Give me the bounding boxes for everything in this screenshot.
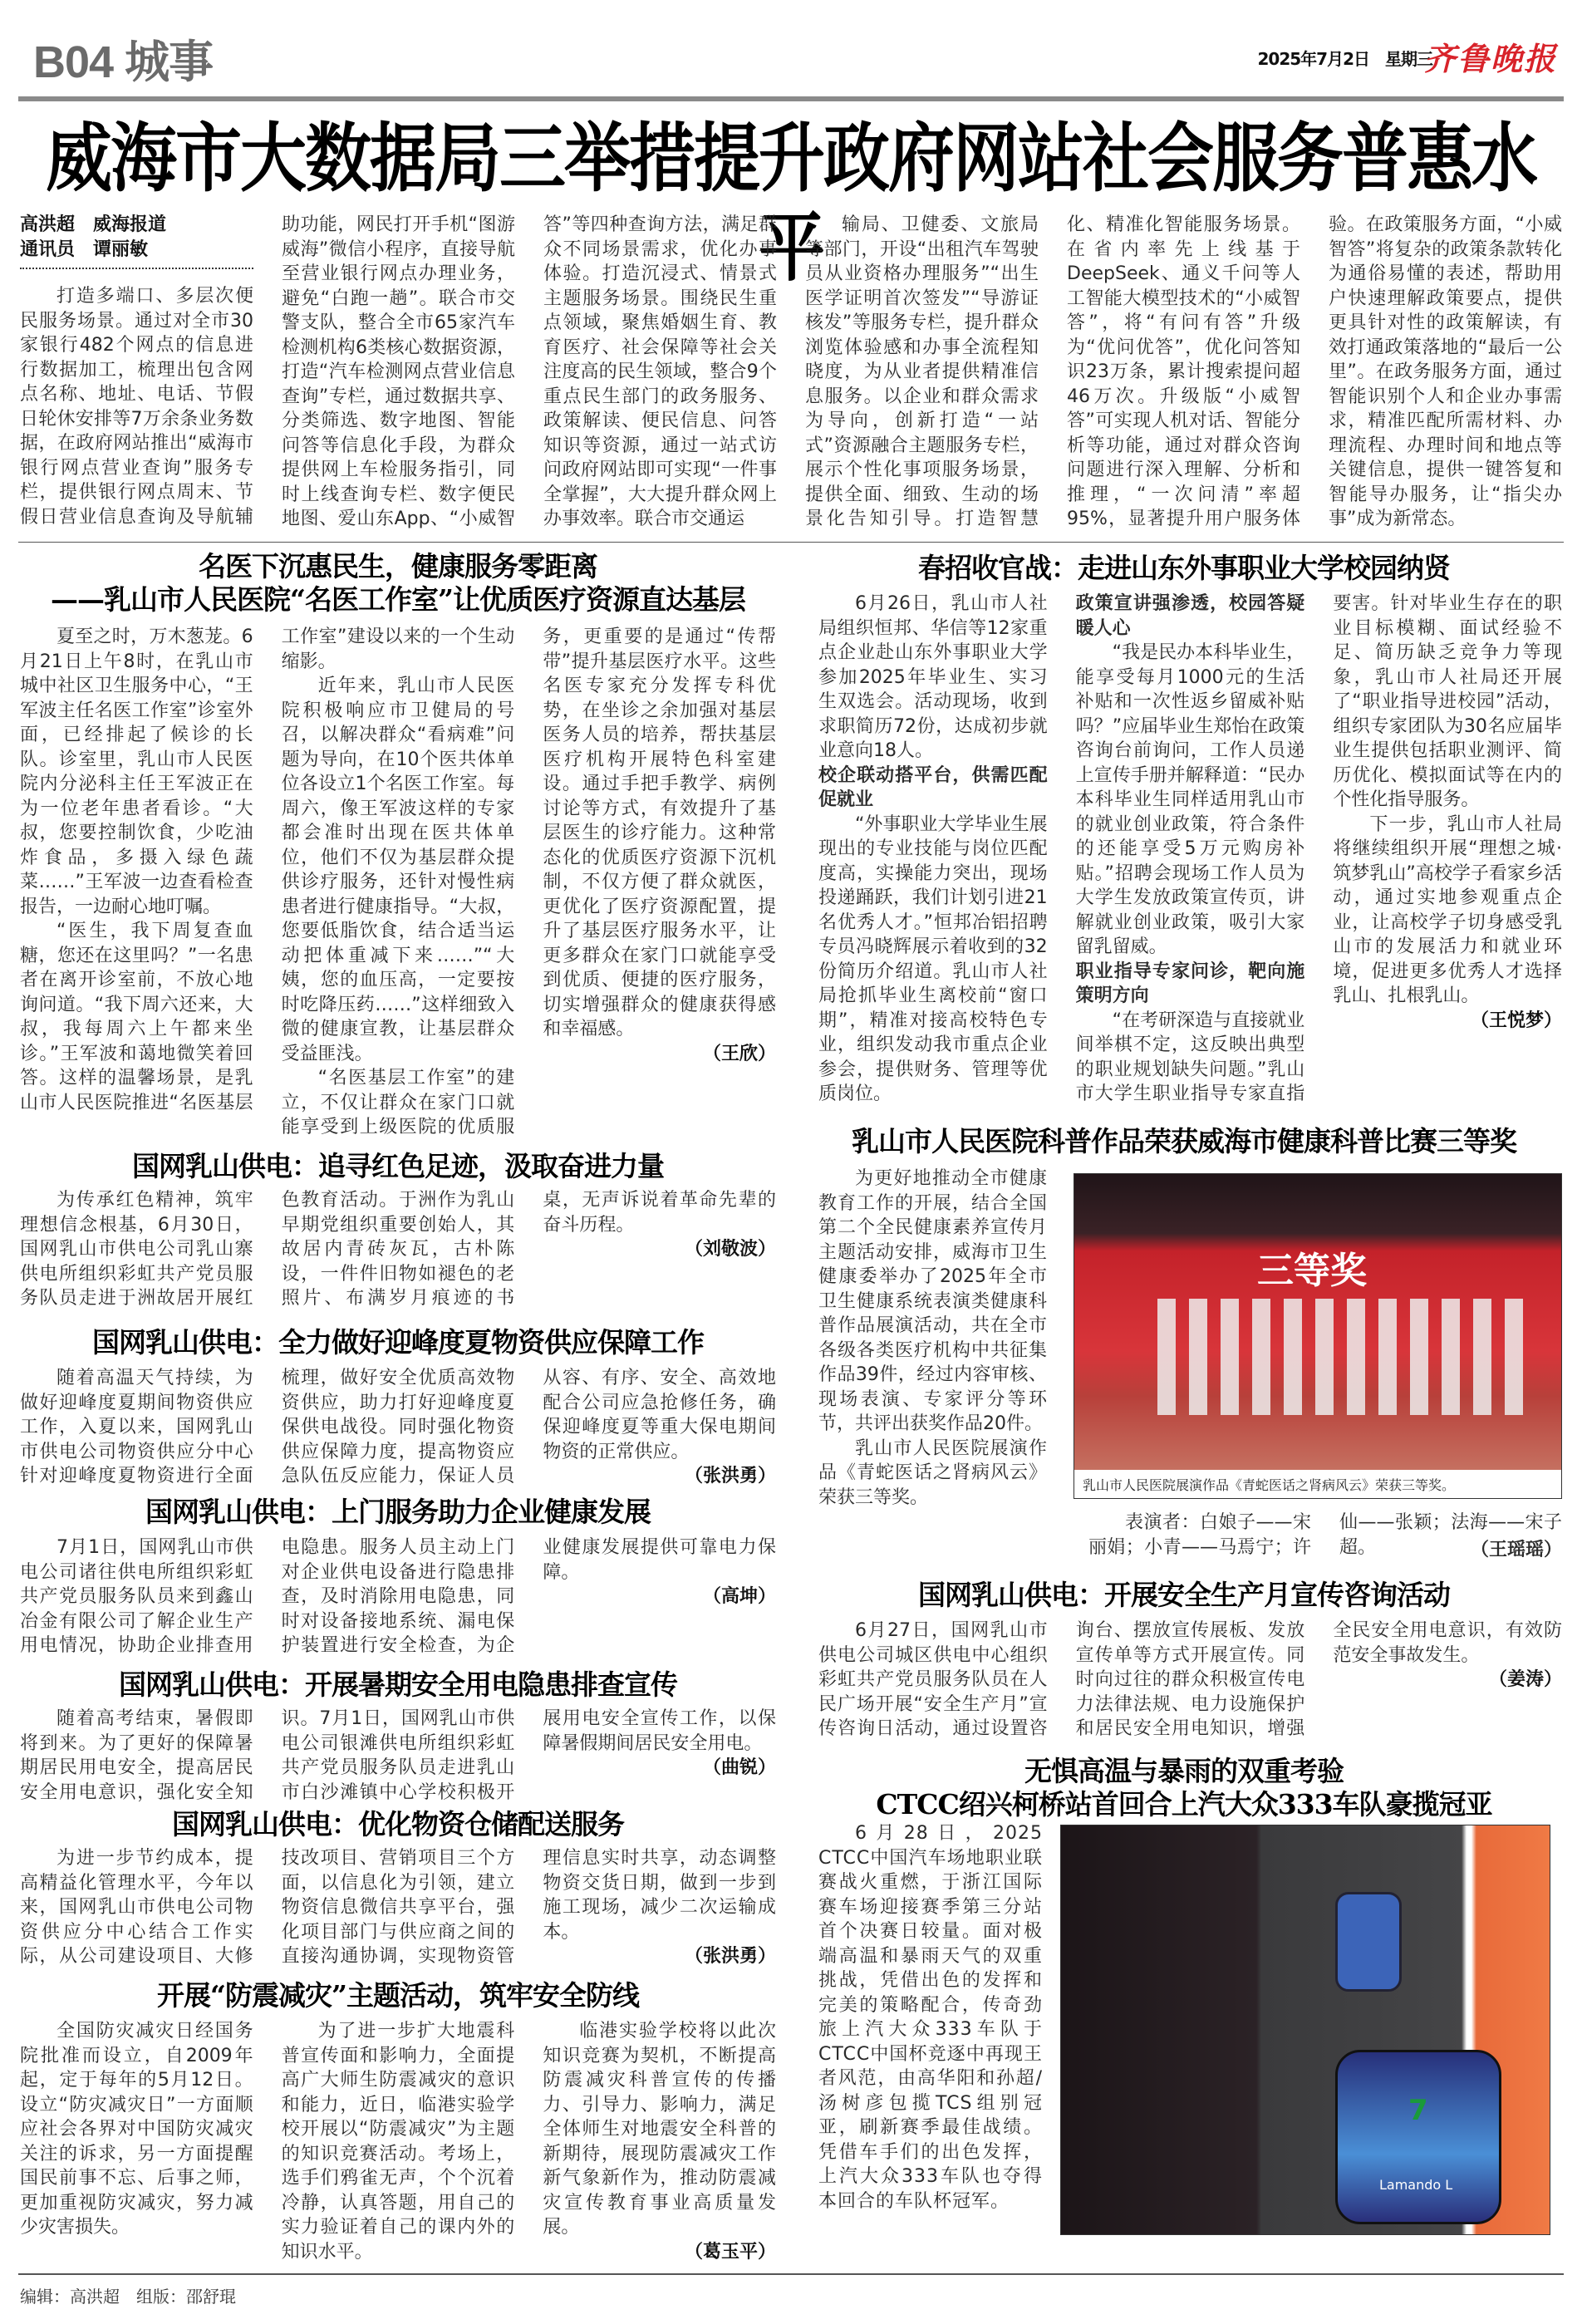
header-rule [18,96,1564,101]
summer-article-body [20,1366,776,1491]
paragraph: 为更好地推动全市健康教育工作的开展，结合全国第二个全民健康素养宣传月主题活动安排，威海市卫生健康委举办了2025年全市卫生健康系统表演类健康科普作品展演活动，共在全市各级各类医疗机构中共征集作品39件，经过内容审核、现场表演、专家评分等环节，共评出获奖作品20件。 [818,1168,1047,1434]
date: 2025年7月2日 [1257,49,1369,69]
award-photo [1074,1173,1562,1499]
article-subheadline: CTCC绍兴柯桥站首回合上汽大众333车队豪揽冠亚 [876,1788,1492,1820]
author-credit: （刘敬波） [684,1239,776,1260]
paragraph: 临港实验学校将以此次知识竞赛为契机，不断提高防震减灾科普宣传的传播力、引导力、影响力，满足全体师生对地震安全科普的新期待，展现防震减灾工作新气象新作为，推动防震减灾宣传教育事业高质量发展。 [543,2021,776,2238]
safety-article-body [818,1619,1562,1743]
paragraph: 随着高考结束，暑假即将到来。为了更好的保障暑期居民用电安全，提高居民安全用电意识，强化安全知识。7月1日，国网乳山市供电公司银滩供电所组织彩虹共产党员服务队员走进乳山市白沙滩镇中心学校积极开展用电安全宣传工作，以保障暑假期间居民安全用电。 [20,1708,776,1803]
ctcc-article-body [818,1821,1043,2253]
paragraph: 输局、卫健委、文旅局等部门，开设“出租汽车驾驶员从业资格办理服务”“出生医学证明首次签发”“导游证核发”等服务专栏，提升群众浏览体验感和办事全流程知晓度，为从业者提供精准信息服务。以企业和群众需求为导向，创新打造“一站式”资源融合主题服务专栏，展示个性化事项服务场景，提供全面、细致、生动的场景化告知引导。打造智慧化、精准化智能服务场景。在省内率先上线基于DeepSeek、通义千问等人工智能大模型技术的“小威智答”，将“有问有答”升级为“优问优答”，优化问答知识23万条，累计搜索提问超46万次。升级版“小威智答”可实现人机对话、智能分析等功能，通过对群众咨询问题进行深入理解、分析和推理，“一次问清”率超95%，显著提升用户服务体验。在政策服务方面，“小威智答”将复杂的政策条款转化为通俗易懂的表述，帮助用户快速理解政策要点，提供更具针对性的政策解读，有效打通政策落地的“最后一公里”。在政务服务方面，通过智能识别个人和企业办事需求，精准匹配所需材料、办理流程、办理时间和地点等关键信息，提供一键答复和智能导办服务，让“指尖办事”成为新常态。 [805,214,1562,529]
lead-headline: 威海市大数据局三举措提升政府网站社会服务普惠水平 [46,114,1536,292]
race-photo [1060,1825,1550,2235]
author-credit: （曲锐） [702,1757,776,1778]
paragraph: 6月27日，国网乳山市供电公司城区供电中心组织彩虹共产党员服务队员在人民广场开展“安全生产月”宣传咨询日活动，通过设置咨询台、摆放宣传展板、发放宣传单等方式开展宣传。同时向过往的群众积极宣传电力法律法规、电力设施保护和居民安全用电知识，增强全民安全用电意识，有效防范安全事故发生。 [818,1620,1562,1739]
subheading: 校企联动搭平台，供需匹配促就业 [818,764,1048,810]
lead-article-body [20,213,1562,537]
weekday: 星期三 [1385,49,1432,69]
footer-rule [18,2273,1564,2275]
author-credit: （张洪勇） [684,1466,776,1486]
stage-image [1074,1174,1561,1470]
byline: 高洪超 威海报道 通讯员 谭丽敏 [20,213,253,269]
article-headline: 名医下沉惠民生，健康服务零距离 [199,550,597,582]
banner-text: 三等奖 [1257,1250,1367,1292]
subheading: 职业指导专家问诊，靶向施策明方向 [1075,961,1305,1006]
photo-caption: 乳山市人民医院展演作品《青蛇医话之肾病风云》荣获三等奖。 [1083,1477,1456,1493]
paragraph: 6月28日，2025 CTCC中国汽车场地职业联赛战火重燃，于浙江国际赛车场迎接赛季第三分站首个决赛日较量。面对极端高温和暴雨天气的双重挑战，凭借出色的发挥和完美的策略配合，传奇劲旅上汽大众333车队于CTCC中国杯竞逐中再现王者风范，由高华阳和孙超/汤树彦包揽TCS组别冠亚，刷新赛季最佳战绩。凭借车手们的出色发挥，上汽大众333车队也夺得本回合的车队杯冠军。 [818,1823,1043,2212]
dateline [1258,46,1433,70]
article-headline: 国网乳山供电：追寻红色足迹，汲取奋进力量 [132,1150,664,1182]
paragraph: 7月1日，国网乳山市供电公司诸往供电所组织彩虹共产党员服务队员来到鑫山冶金有限公司了解企业生产用电情况，协助企业排查用电隐患。服务人员主动上门对企业供电设备进行隐患排查，及时消除用电隐患，同时对设备接地系统、漏电保护装置进行安全检查，为企业健康发展提供可靠电力保障。 [20,1537,776,1656]
paragraph: “我是民办本科毕业生，能享受每月1000元的生活补贴和一次性返乡留威补贴吗？”应届毕业生郑怡在政策咨询台前询问，工作人员递上宣传手册并解释道：“民办本科毕业生同样适用乳山市的就业创业政策，符合条件的还能享受5万元购房补贴。”招聘会现场工作人员为大学生发放政策宣传页，讲解就业创业政策，吸引大家留乳留威。 [1075,642,1305,957]
car-label: Lamando L [1379,2177,1453,2193]
article-subheadline: ——乳山市人民医院“名医工作室”让优质医疗资源直达基层 [51,583,745,616]
paragraph: 乳山市人民医院展演作品《青蛇医话之肾病风云》荣获三等奖。 [818,1437,1047,1508]
subheading: 政策宣讲强渗透，校园答疑暖人心 [1075,593,1305,639]
article-headline: 国网乳山供电：上门服务助力企业健康发展 [145,1496,651,1528]
section-label [33,27,213,91]
author-credit: （高坤） [702,1586,776,1607]
divider [18,542,1564,543]
paragraph: 为了进一步扩大地震科普宣传面和影响力，全面提高广大师生防震减灾的意识和能力，近日，临港实验学校开展以“防震减灾”为主题的知识竞赛活动。考场上，选手们鸦雀无声，个个沉着冷静，认真答题，用自己的实力验证着自己的课内外的知识水平。 [281,2021,515,2263]
author-credit: （王悦梦） [1470,1010,1562,1031]
paragraph: “名医基层工作室”的建立，不仅让群众在家门口就能享受到上级医院的优质服务，更重要的是通过“传帮带”提升基层医疗水平。这些名医专家充分发挥专科优势，在坐诊之余加强对基层医务人员的培养，帮扶基层医疗机构开展特色科室建设。通过手把手教学、病例讨论等方式，有效提升了基层医生的诊疗能力。这种常态化的优质医疗资源下沉机制，不仅方便了群众就医，更优化了医疗资源配置，提升了基层医疗服务水平，让更多群众在家门口就能享受到优质、便捷的医疗服务，切实增强群众的健康获得感和幸福感。 [281,626,776,1137]
awardees [1157,1299,1523,1415]
vacation-article-body [20,1707,776,1806]
paragraph: 随着高温天气持续，为做好迎峰度夏期间物资供应工作，入夏以来，国网乳山市供电公司物资供应分中心针对迎峰度夏物资进行全面梳理，做好安全优质高效物资供应，助力打好迎峰度夏保供电战役。同时强化物资供应保障力度，提高物资应急队伍反应能力，保证人员从容、有序、安全、高效地配合公司应急抢修任务，确保迎峰度夏等重大保电期间物资的正常供应。 [20,1368,776,1486]
race-car-rear [1335,1892,1402,1992]
article-headline: 国网乳山供电：开展暑期安全用电隐患排查宣传 [119,1668,677,1701]
author-credit: （王瑶瑶） [1470,1540,1562,1560]
quake-article-body [20,2019,776,2265]
door-article-body [20,1535,776,1660]
author-credit: （王欣） [702,1043,776,1064]
paragraph: “医生，我下周复查血糖，您还在这里吗？”一名患者在离开诊室前，不放心地询问道。“我下周六还来，大叔，我每周六上午都来坐诊。”王军波和蔼地微笑着回答。这样的温馨场景，是乳山市人民医院推进“名医基层工作室”建设以来的一个生动缩影。 [20,626,515,1113]
paragraph: 全国防灾减灾日经国务院批准而设立，自2009年起，定于每年的5月12日。设立“防灾减灾日”一方面顺应社会各界对中国防灾减灾关注的诉求，另一方面提醒国民前事不忘、后事之师，更加重视防灾减灾，努力减少灾害损失。 [20,2021,253,2238]
recruit-article-body [818,592,1562,1118]
paragraph: 打造多端口、多层次便民服务场景。通过对全市30家银行482个网点的信息进行数据加工，梳理出包含网点名称、地址、电话、节假日轮休安排等7万余条业务数据，在政府网站推出“威海市银行网点营业查询”服务专栏，提供银行网点周末、节假日营业信息查询及导航辅助功能，网民打开手机“图游威海”微信小程序，直接导航至营业银行网点办理业务，避免“白跑一趟”。联合市交警支队，整合全市65家汽车检测机构6类核心数据资源，打造“汽车检测网点营业信息查询”专栏，通过数据共享、分类筛选、数字地图、智能问答等信息化手段，为群众提供网上车检服务指引，同时上线查询专栏、数字便民地图、爱山东App、“小威智答”等四种查询方法，满足群众不同场景需求，优化办事体验。打造沉浸式、情景式主题服务场景。围绕民生重点领域，聚焦婚姻生育、教育医疗、社会保障等社会关注度高的民生领域，整合9个重点民生部门的政务服务、政策解读、便民信息、问答知识等资源，通过一站式访问政府网站即可实现“一件事全掌握”，大大提升群众网上办事效率。联合市交通运 [20,214,777,529]
storage-article-body [20,1846,776,1971]
article-headline: 国网乳山供电：全力做好迎峰度夏物资供应保障工作 [92,1326,704,1359]
paragraph: 为进一步节约成本，提高精益化管理水平，今年以来，国网乳山市供电公司物资供应分中心结合工作实际，从公司建设项目、大修技改项目、营销项目三个方面，以信息化为引领，建立物资信息微信共享平台，强化项目部门与供应商之间的直接沟通协调，实现物资管理信息实时共享，动态调整物资交货日期，做到一步到施工现场，减少二次运输成本。 [20,1848,776,1967]
paragraph: 下一步，乳山市人社局将继续组织开展“理想之城·筑梦乳山”高校学子看家乡活动，通过实地参观重点企业，让高校学子切身感受乳山市的发展活力和就业环境，促进更多优秀人才选择乳山、扎根乳山。 [1333,813,1562,1006]
author-credit: （葛玉平） [684,2241,776,2263]
article-headline: 国网乳山供电：优化物资仓储配送服务 [172,1808,624,1840]
author-credit: （张洪勇） [684,1946,776,1967]
paragraph: 表演者：白娘子——宋丽娟；小青——马焉宁；许仙——张颖；法海——宋子超。 [1088,1512,1562,1558]
paragraph: “外事职业大学毕业生展现出的专业技能与岗位匹配度高，实操能力突出，现场投递踊跃，我们计划引进21名优秀人才。”恒邦冶铝招聘专员冯晓辉展示着收到的32份简历介绍道。乳山市人社局抢抓毕业生离校前“窗口期”，精准对接高校特色专业，组织发动我市重点企业参会，提供财务、管理等优质岗位。 [818,813,1048,1104]
red-article-body [20,1188,776,1313]
footer-credits: 编辑：高洪超 组版：邵舒琨 [20,2287,236,2307]
race-car-front [1335,2050,1501,2224]
doctor-article-body [20,625,776,1142]
paragraph: 近年来，乳山市人民医院积极响应市卫健局的号召，以解决群众“看病难”问题为导向，在10个医共体单位各设立1个名医工作室。每周六，像王军波这样的专家都会准时出现在医共体单位，他们不仅为基层群众提供诊疗服务，还针对慢性病患者进行健康指导。“大叔，您要低脂饮食，结合适当运动把体重减下来……”“大姨，您的血压高，一定要按时吃降压药……”这样细致入微的健康宣教，让基层群众受益匪浅。 [281,676,515,1064]
science-article-body [818,1167,1047,1565]
article-headline: 开展“防震减灾”主题活动，筑牢安全防线 [157,1979,639,2012]
article-headline: 春招收官战：走进山东外事职业大学校园纳贤 [918,552,1450,584]
paragraph: “在考研深造与直接就业间举棋不定，这反映出典型的职业规划缺失问题。”乳山市大学生职业指导专家直指要害。针对毕业生存在的职业目标模糊、面试经验不足、简历缺乏竞争力等现象，乳山市人社局还开展了“职业指导进校园”活动，组织专家团队为30名应届毕业生提供包括职业测评、简历优化、模拟面试等在内的个性化指导服务。 [1075,593,1562,1104]
article-headline: 国网乳山供电：开展安全生产月宣传咨询活动 [918,1579,1450,1611]
article-headline: 无惧高温与暴雨的双重考验 [1024,1755,1344,1787]
paragraph: 6月26日，乳山市人社局组织恒邦、华信等12家重点企业赴山东外事职业大学参加2025年毕业生、实习生双选会。活动现场，收到求职简历72份，达成初步就业意向18人。 [818,593,1048,761]
author-credit: （姜涛） [1488,1669,1562,1690]
article-headline: 乳山市人民医院科普作品荣获威海市健康科普比赛三等奖 [852,1125,1516,1157]
paragraph: 夏至之时，万木葱茏。6月21日上午8时，在乳山市城中社区卫生服务中心，“王军波主任名医工作室”诊室外面，已经排起了候诊的长队。诊室里，乳山市人民医院内分泌科主任王军波正在为一位老年患者看诊。“大叔，您要控制饮食，少吃油炸食品，多摄入绿色蔬菜……”王军波一边查看检查报告，一边耐心地叮嘱。 [20,626,253,917]
paragraph: 为传承红色精神，筑牢理想信念根基，6月30日，国网乳山市供电公司乳山寨供电所组织彩虹共产党员服务队员走进于洲故居开展红色教育活动。于洲作为乳山早期党组织重要创始人，其故居内青砖灰瓦，古朴陈设，一件件旧物如褪色的老照片、布满岁月痕迹的书桌，无声诉说着革命先辈的奋斗历程。 [20,1190,776,1309]
page-number: B04 [33,37,114,87]
section-name: 城事 [125,37,214,87]
newspaper-logo: 齐鲁晚报 [1423,40,1557,77]
car-number: 7 [1408,2094,1428,2127]
